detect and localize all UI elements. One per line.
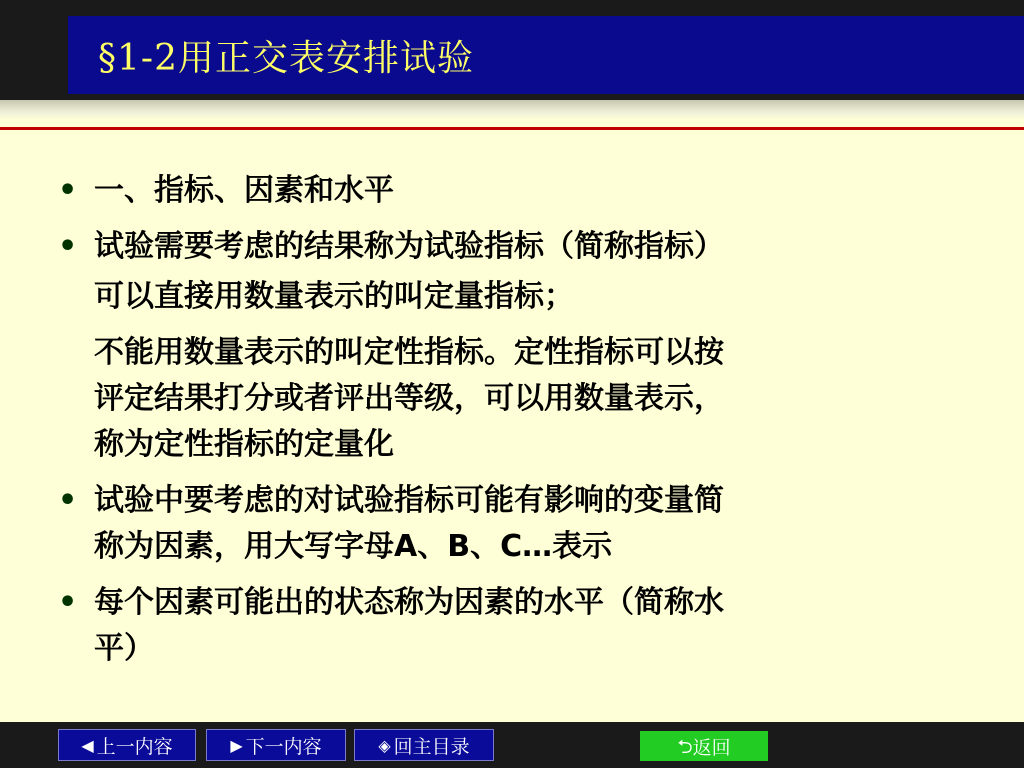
bullet-item xyxy=(58,224,958,270)
bullet-text: 称为因素，用大写字母A、B、C…表示 xyxy=(94,529,613,564)
triangle-left-icon: ◀ xyxy=(81,735,94,755)
bullet-text: 平） xyxy=(94,631,154,666)
paragraph-text: 评定结果打分或者评出等级，可以用数量表示， xyxy=(94,381,724,416)
bullet-item xyxy=(58,168,958,214)
header-shadow xyxy=(0,100,1024,120)
bullet-item xyxy=(58,478,958,570)
title-banner xyxy=(68,16,1024,94)
bullet-text: 试验中要考虑的对试验指标可能有影响的变量简 xyxy=(94,483,724,518)
bullet-icon: • xyxy=(58,229,78,264)
paragraph-continuation xyxy=(58,330,958,468)
paragraph-text: 称为定性指标的定量化 xyxy=(94,427,394,462)
return-arrow-icon: ⮌ xyxy=(677,736,693,758)
back-button[interactable] xyxy=(640,731,768,761)
bullet-text: 一、指标、因素和水平 xyxy=(94,173,394,208)
paragraph-text: 可以直接用数量表示的叫定量指标； xyxy=(94,279,574,314)
triangle-right-icon: ▶ xyxy=(230,735,243,755)
back-button-label: 返回 xyxy=(692,737,731,759)
home-button[interactable] xyxy=(354,729,494,761)
bullet-icon: • xyxy=(58,173,78,208)
next-button[interactable] xyxy=(206,729,346,761)
prev-button[interactable] xyxy=(58,729,196,761)
bullet-text: 试验需要考虑的结果称为试验指标（简称指标） xyxy=(94,229,724,264)
slide-body xyxy=(58,168,958,682)
slide-title: §1-2用正交表安排试验 xyxy=(98,37,474,79)
bullet-text: 每个因素可能出的状态称为因素的水平（简称水 xyxy=(94,585,724,620)
next-button-label: 下一内容 xyxy=(245,735,322,758)
paragraph-continuation xyxy=(58,274,958,320)
diamond-icon: ◈ xyxy=(378,735,391,755)
bullet-item xyxy=(58,580,958,672)
bullet-icon: • xyxy=(58,483,78,518)
bullet-icon: • xyxy=(58,585,78,620)
red-divider xyxy=(0,127,1024,130)
home-button-label: 回主目录 xyxy=(393,735,470,758)
paragraph-text: 不能用数量表示的叫定性指标。定性指标可以按 xyxy=(94,335,724,370)
prev-button-label: 上一内容 xyxy=(96,735,173,758)
